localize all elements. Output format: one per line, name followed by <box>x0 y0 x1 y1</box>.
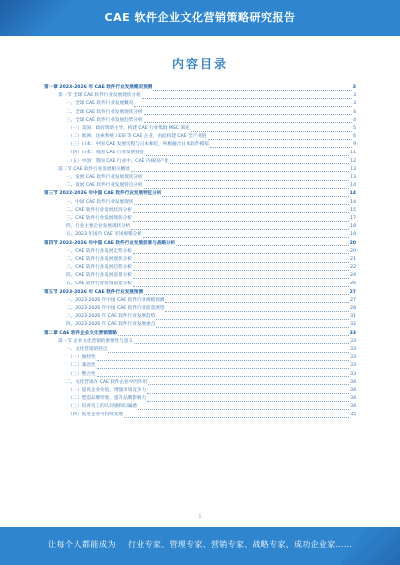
toc-entry[interactable] <box>44 92 356 100</box>
toc-entry-title: 三、CAE 软件行业发展现状分析 <box>66 215 132 221</box>
toc-entry-page: 13 <box>350 166 356 172</box>
toc-entry[interactable] <box>44 84 356 92</box>
toc-dot-leader <box>134 204 349 205</box>
toc-entry-page: 33 <box>350 371 356 377</box>
toc-dot-leader <box>147 393 349 394</box>
toc-entry[interactable] <box>44 256 356 264</box>
report-title: CAE 软件企业文化营销策略研究报告 <box>104 11 296 24</box>
toc-entry-title: 二、2023-2026 年中国 CAE 软件行业前景展望 <box>66 306 165 312</box>
toc-dot-leader <box>144 122 353 123</box>
toc-entry[interactable] <box>44 199 356 207</box>
toc-entry-title: 第二章 CAE 软件企业文化营销策略 <box>44 330 117 336</box>
toc-entry[interactable] <box>44 338 356 346</box>
toc-dot-leader <box>170 163 349 164</box>
toc-entry-title: （二）兼容性 <box>68 363 96 369</box>
toc-entry-title: （二）塑造品牌形象，提升品牌影响力 <box>68 396 147 402</box>
toc-entry[interactable] <box>44 150 356 158</box>
toc-entry[interactable] <box>44 133 356 141</box>
toc-entry-page: 33 <box>350 338 356 344</box>
toc-entry-page: 34 <box>350 379 356 385</box>
toc-entry-title: 四、2023-2026 年 CAE 软件行业发展重点 <box>66 322 156 328</box>
toc-entry-title: 二、全球 CAE 软件行业发展现状分析 <box>66 109 143 115</box>
table-of-contents <box>44 84 356 420</box>
toc-entry-page: 9 <box>353 142 356 148</box>
toc-dot-leader <box>131 229 349 230</box>
toc-entry-title: 五、CAE 软件行业投资前景分析 <box>66 281 132 287</box>
toc-entry[interactable] <box>44 215 356 223</box>
toc-dot-leader <box>162 196 348 197</box>
toc-dot-leader <box>133 278 349 279</box>
toc-entry-page: 11 <box>350 150 356 156</box>
toc-entry-page: 27 <box>350 297 356 303</box>
toc-heading: 内容目录 <box>171 57 228 71</box>
toc-entry-title: 一、中国 CAE 软件行业发展现状 <box>66 199 134 205</box>
toc-entry[interactable] <box>44 264 356 272</box>
toc-entry-page: 15 <box>350 207 356 213</box>
toc-entry-title: 第一节 企业文化营销的重要性与意义 <box>58 338 133 344</box>
toc-entry-title: （一）提高企业价值，增强市场竞争力 <box>68 387 147 393</box>
toc-entry[interactable] <box>44 387 356 395</box>
footer-slogan: 让每个人都能成为 <box>48 540 116 549</box>
toc-entry-title: 三、CAE 软件行业发展趋势分析 <box>66 265 132 271</box>
toc-entry-title: 一、文化营销的特点 <box>66 346 108 352</box>
toc-dot-leader <box>156 327 349 328</box>
toc-dot-leader <box>134 343 349 344</box>
toc-entry-title: 五、2023 年国内 CAE 市场规模分析 <box>66 232 142 238</box>
toc-dot-leader <box>191 131 352 132</box>
toc-entry-page: 5 <box>353 125 356 131</box>
toc-entry[interactable] <box>44 100 356 108</box>
toc-entry-page: 12 <box>350 158 356 164</box>
toc-entry-title: （五）中国：我国 CAE 行业中，CAE 内核国产化 <box>68 158 169 164</box>
toc-entry-title: 二、CAE 软件行业发展状况分析 <box>66 207 132 213</box>
toc-dot-leader <box>131 171 349 172</box>
page-number: 1 <box>198 514 202 520</box>
toc-dot-leader <box>134 106 352 107</box>
toc-entry-title: 一、发展 CAE 软件行业发展现状分析 <box>66 175 143 181</box>
toc-dot-leader <box>165 311 349 312</box>
toc-dot-leader <box>144 188 350 189</box>
toc-entry[interactable] <box>44 166 356 174</box>
toc-dot-leader <box>118 335 349 336</box>
toc-entry[interactable] <box>44 248 356 256</box>
toc-dot-leader <box>144 114 353 115</box>
toc-dot-leader <box>146 155 350 156</box>
toc-entry-page: 18 <box>350 232 356 238</box>
toc-entry-page: 14 <box>349 191 356 197</box>
toc-entry-title: 二、CAE 软件行业发展现状分析 <box>66 256 132 262</box>
toc-entry[interactable] <box>44 117 356 125</box>
toc-entry[interactable] <box>44 379 356 387</box>
toc-entry-page: 34 <box>350 404 356 410</box>
toc-entry[interactable] <box>44 305 356 313</box>
toc-entry-title: 三、2023-2026 年 CAE 软件行业发展趋势 <box>66 314 156 320</box>
toc-entry-title: 一、全球 CAE 软件行业发展概况 <box>66 101 134 107</box>
toc-entry-title: 三、全球 CAE 软件行业发展趋势分析 <box>66 117 143 123</box>
toc-entry-page: 28 <box>350 306 356 312</box>
toc-dot-leader <box>176 245 348 246</box>
toc-dot-leader <box>133 253 349 254</box>
toc-entry-title: 四、行业主要企业发展现状分析 <box>66 224 131 230</box>
toc-entry[interactable] <box>44 141 356 149</box>
toc-entry[interactable] <box>44 281 356 289</box>
report-footer-banner <box>0 527 400 565</box>
toc-entry[interactable] <box>44 207 356 215</box>
toc-entry-page: 35 <box>350 412 356 418</box>
toc-dot-leader <box>144 180 350 181</box>
toc-entry[interactable] <box>44 395 356 403</box>
toc-entry-title: （四）促进企业可持续发展 <box>68 412 124 418</box>
toc-entry-title: 一、CAE 软件行业发展走势分析 <box>66 248 132 254</box>
toc-dot-leader <box>124 417 349 418</box>
toc-dot-leader <box>165 302 349 303</box>
toc-entry[interactable] <box>44 412 356 420</box>
toc-entry[interactable] <box>44 272 356 280</box>
toc-entry-title: 二、文化营销在 CAE 软件企业中的作用 <box>66 379 148 385</box>
toc-dot-leader <box>133 262 349 263</box>
toc-entry[interactable] <box>44 190 356 198</box>
toc-entry-page: 3 <box>352 84 356 90</box>
toc-entry-page: 14 <box>350 183 356 189</box>
toc-entry-title: （三）日本：中国 CAE 发展历程与日本相近，积极融合日本软件模拟 <box>68 142 209 148</box>
toc-entry-page: 4 <box>353 109 356 115</box>
toc-entry[interactable] <box>44 182 356 190</box>
toc-entry-page: 34 <box>350 396 356 402</box>
toc-dot-leader <box>133 286 349 287</box>
toc-entry[interactable] <box>44 109 356 117</box>
toc-entry-page: 33 <box>350 346 356 352</box>
toc-entry-page: 22 <box>350 265 356 271</box>
toc-dot-leader <box>142 98 353 99</box>
toc-entry-title: （一）美国：政府资助主导，构建 CAE 行业集群 MSC 领先 <box>68 125 190 131</box>
toc-dot-leader <box>97 376 350 377</box>
toc-entry-page: 20 <box>349 240 356 246</box>
toc-entry-title: （四）日本：我国 CAE 行业发展特征 <box>68 150 145 156</box>
toc-entry[interactable] <box>44 371 356 379</box>
toc-entry-page: 24 <box>350 273 356 279</box>
toc-entry-page: 32 <box>350 322 356 328</box>
toc-dot-leader <box>133 270 349 271</box>
toc-entry-page: 21 <box>350 256 356 262</box>
toc-entry[interactable] <box>44 289 356 297</box>
toc-dot-leader <box>133 221 349 222</box>
toc-entry-title: 第四节 2022-2026 年中国 CAE 软件行业发展前景与战略分析 <box>44 240 176 246</box>
toc-dot-leader <box>147 401 349 402</box>
toc-entry[interactable] <box>44 362 356 370</box>
toc-entry-title: 四、CAE 软件行业发展前景分析 <box>66 273 132 279</box>
toc-entry-page: 33 <box>349 330 356 336</box>
toc-entry[interactable] <box>44 321 356 329</box>
toc-entry-title: （一）独特性 <box>68 355 96 361</box>
toc-entry[interactable] <box>44 403 356 411</box>
toc-entry-page: 6 <box>353 134 356 140</box>
toc-entry-page: 33 <box>350 355 356 361</box>
toc-entry-page: 26 <box>350 281 356 287</box>
toc-dot-leader <box>97 360 350 361</box>
toc-entry-title: 第五节 2023-2026 年 CAE 软件行业发展预测 <box>44 289 144 295</box>
toc-entry[interactable] <box>44 174 356 182</box>
toc-entry[interactable] <box>44 346 356 354</box>
toc-dot-leader <box>148 384 349 385</box>
toc-entry[interactable] <box>44 297 356 305</box>
toc-dot-leader <box>208 139 353 140</box>
toc-entry-title: 第二节 CAE 软件行业发展相关概述 <box>58 166 130 172</box>
toc-dot-leader <box>133 212 349 213</box>
toc-dot-leader <box>143 237 349 238</box>
toc-entry[interactable] <box>44 354 356 362</box>
toc-entry-page: 4 <box>353 117 356 123</box>
toc-entry-title: （二）欧洲：达索系统 / ESI 等 CAE 企业，由此构建 CAE 全产业链 <box>68 134 207 140</box>
toc-entry-page: 14 <box>350 199 356 205</box>
toc-entry-page: 34 <box>350 387 356 393</box>
footer-tags: 行业专家、管理专家、营销专家、战略专家、成功企业家…… <box>128 540 353 549</box>
toc-entry-title: 第一章 2023-2026 年 CAE 软件行业发展概况预测 <box>44 84 153 90</box>
toc-entry-page: 31 <box>350 314 356 320</box>
toc-entry-page: 13 <box>350 175 356 181</box>
toc-entry[interactable] <box>44 125 356 133</box>
toc-dot-leader <box>97 368 350 369</box>
toc-entry-page: 33 <box>350 363 356 369</box>
toc-entry-title: 二、发展 CAE 软件行业发展特点分析 <box>66 183 143 189</box>
toc-entry-page: 27 <box>349 289 356 295</box>
toc-entry[interactable] <box>44 231 356 239</box>
toc-dot-leader <box>153 90 352 91</box>
toc-entry[interactable] <box>44 158 356 166</box>
toc-entry-title: 一、2023-2026 年中国 CAE 软件行业规模预测 <box>66 297 165 303</box>
toc-entry-title: 第三节 2022-2026 年中国 CAE 软件行业发展特征分析 <box>44 191 162 197</box>
toc-dot-leader <box>156 319 349 320</box>
toc-entry[interactable] <box>44 330 356 338</box>
toc-entry[interactable] <box>44 223 356 231</box>
toc-entry-page: 3 <box>353 93 356 99</box>
report-header-banner <box>0 0 400 36</box>
toc-entry-page: 20 <box>350 248 356 254</box>
toc-entry-title: （三）整合性 <box>68 371 96 377</box>
toc-entry-title: 第一节 全球 CAE 软件行业发展现状分析 <box>58 93 141 99</box>
toc-dot-leader <box>138 409 349 410</box>
toc-entry-page: 3 <box>353 101 356 107</box>
toc-entry-title: （三）培养员工的认同感和归属感 <box>68 404 137 410</box>
toc-dot-leader <box>144 294 349 295</box>
toc-dot-leader <box>108 352 349 353</box>
toc-dot-leader <box>210 147 352 148</box>
toc-entry-page: 17 <box>350 215 356 221</box>
toc-entry[interactable] <box>44 240 356 248</box>
toc-entry[interactable] <box>44 313 356 321</box>
toc-entry-page: 18 <box>350 224 356 230</box>
